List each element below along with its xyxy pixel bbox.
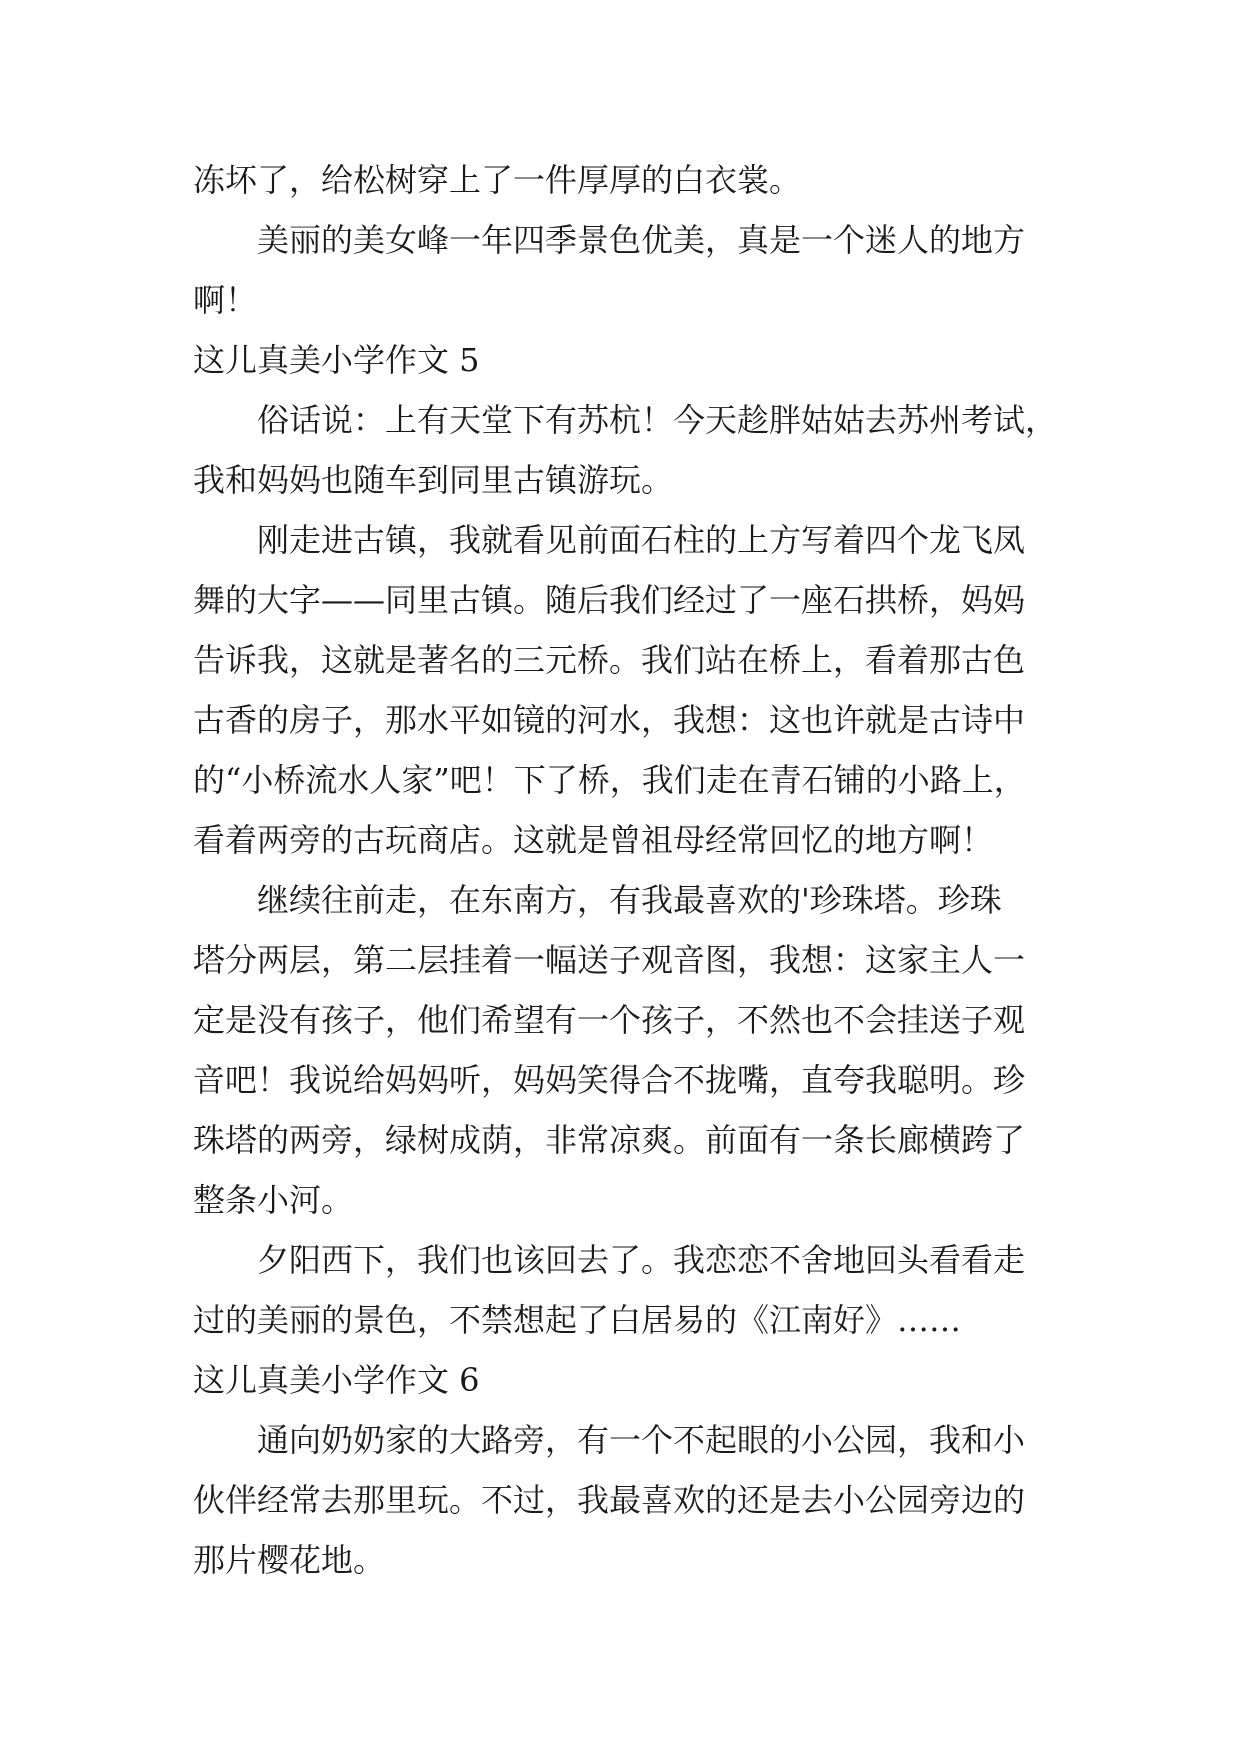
paragraph-line: 冻坏了，给松树穿上了一件厚厚的白衣裳。 <box>193 161 802 199</box>
paragraph-line: 伙伴经常去那里玩。不过，我最喜欢的还是去小公园旁边的 <box>193 1481 1026 1519</box>
paragraph-line: 那片樱花地。 <box>193 1541 386 1579</box>
paragraph-line: 啊！ <box>193 281 258 319</box>
section-heading: 这儿真美小学作文 5 <box>193 341 480 379</box>
paragraph-line: 刚走进古镇，我就看见前面石柱的上方写着四个龙飞凤 <box>257 521 1026 559</box>
paragraph-line: 俗话说：上有天堂下有苏杭！今天趁胖姑姑去苏州考试， <box>257 401 1058 439</box>
paragraph-line: 告诉我，这就是著名的三元桥。我们站在桥上，看着那古色 <box>193 641 1026 679</box>
paragraph-line: 过的美丽的景色，不禁想起了白居易的《江南好》…… <box>193 1301 962 1339</box>
paragraph <box>193 1230 1055 1350</box>
document-page <box>193 150 1058 1590</box>
paragraph <box>193 510 1055 870</box>
paragraph <box>193 870 1055 1230</box>
paragraph-line: 古香的房子，那水平如镜的河水，我想：这也许就是古诗中 <box>193 701 1026 739</box>
paragraph-line: 我和妈妈也随车到同里古镇游玩。 <box>193 461 674 499</box>
paragraph-line: 整条小河。 <box>193 1181 354 1219</box>
paragraph-line: 舞的大字——同里古镇。随后我们经过了一座石拱桥，妈妈 <box>193 581 1026 619</box>
paragraph-line: 夕阳西下，我们也该回去了。我恋恋不舍地回头看看走 <box>257 1241 1026 1279</box>
paragraph-line: 音吧！我说给妈妈听，妈妈笑得合不拢嘴，直夸我聪明。珍 <box>193 1061 1026 1099</box>
paragraph <box>193 1410 1055 1590</box>
paragraph-line: 看着两旁的古玩商店。这就是曾祖母经常回忆的地方啊！ <box>193 821 994 859</box>
paragraph-line: 塔分两层，第二层挂着一幅送子观音图，我想：这家主人一 <box>193 941 1026 979</box>
paragraph-line: 的“小桥流水人家”吧！下了桥，我们走在青石铺的小路上， <box>193 761 1026 799</box>
paragraph-line: 珠塔的两旁，绿树成荫，非常凉爽。前面有一条长廊横跨了 <box>193 1121 1026 1159</box>
paragraph-line: 通向奶奶家的大路旁，有一个不起眼的小公园，我和小 <box>257 1421 1026 1459</box>
paragraph-line: 定是没有孩子，他们希望有一个孩子，不然也不会挂送子观 <box>193 1001 1026 1039</box>
paragraph <box>193 210 1055 330</box>
paragraph <box>193 390 1058 510</box>
paragraph-line: 美丽的美女峰一年四季景色优美，真是一个迷人的地方 <box>257 221 1026 259</box>
section-heading: 这儿真美小学作文 6 <box>193 1361 480 1399</box>
paragraph-line: 继续往前走，在东南方，有我最喜欢的'珍珠塔。珍珠 <box>257 881 1002 919</box>
paragraph <box>193 150 1055 210</box>
